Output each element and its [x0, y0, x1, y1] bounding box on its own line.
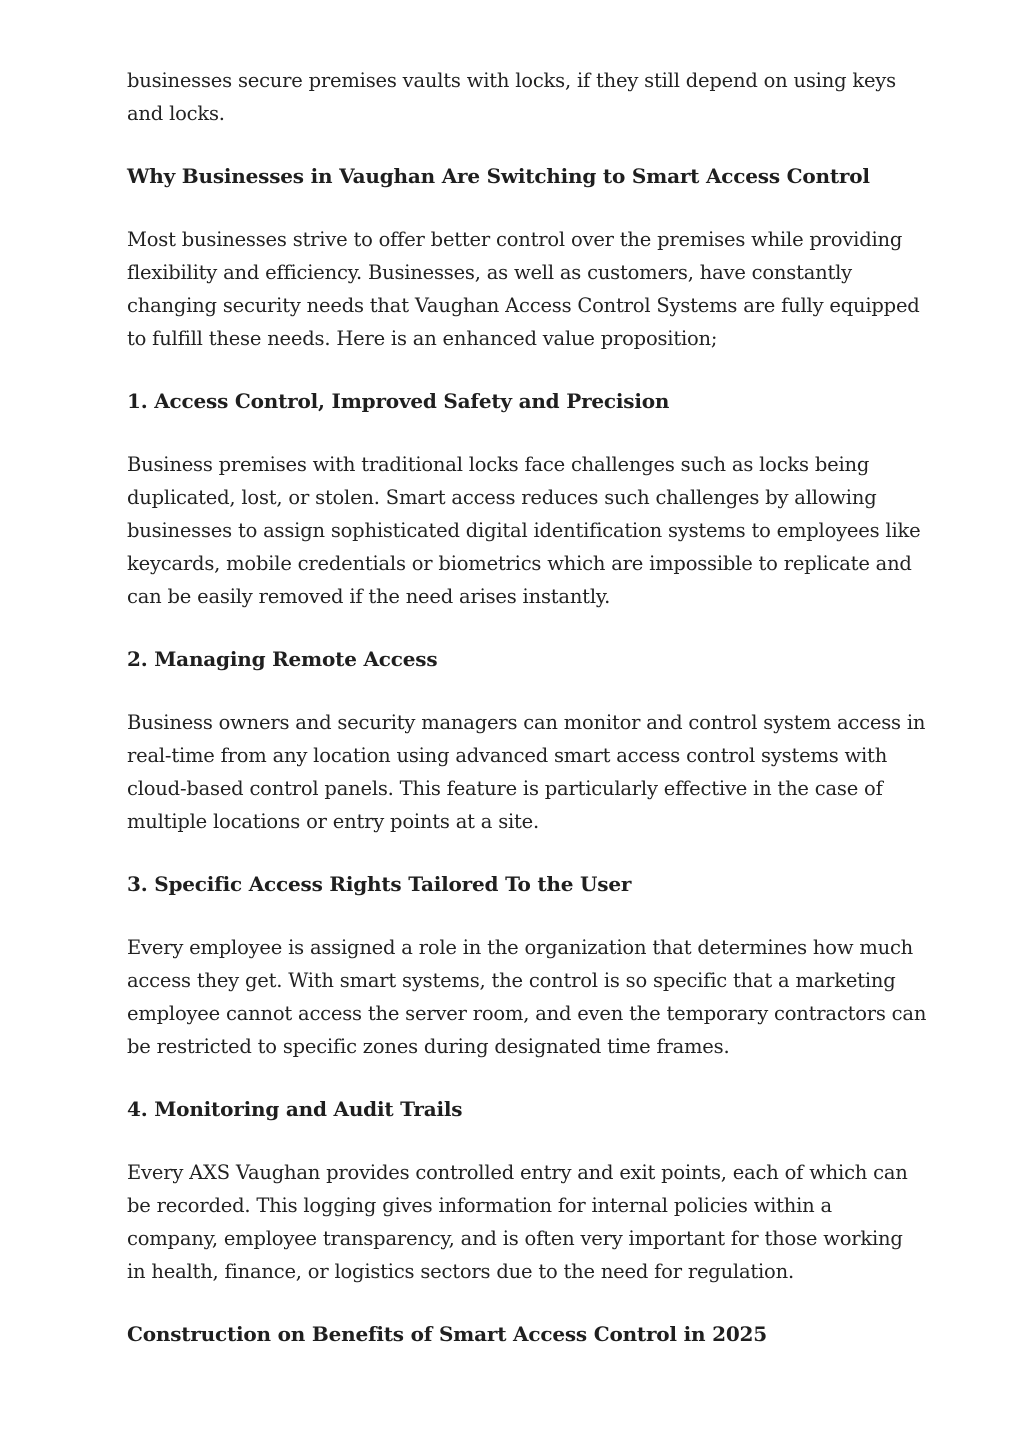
point-paragraph-4: Every AXS Vaughan provides controlled entry and exit points, each of which can be recorded. This logging gives information for internal policies within a company, employee transparency, and is often very important for those working in health, finance, or logistics sectors due to the need for regulation.	[127, 1161, 908, 1283]
section-paragraph-why: Most businesses strive to offer better control over the premises while providing flexibility and efficiency. Businesses, as well as customers, have constantly changing security needs that Vaughan Access Control Systems are fully equipped to fulfill these needs. Here is an enhanced value proposition;	[127, 228, 920, 350]
point-heading-4: 4. Monitoring and Audit Trails	[127, 1097, 463, 1121]
closing-heading: Construction on Benefits of Smart Access Control in 2025	[127, 1322, 767, 1346]
intro-paragraph: businesses secure premises vaults with locks, if they still depend on using keys and locks.	[127, 69, 896, 125]
point-heading-2: 2. Managing Remote Access	[127, 647, 438, 671]
section-heading-why: Why Businesses in Vaughan Are Switching to Smart Access Control	[127, 164, 870, 188]
point-heading-3: 3. Specific Access Rights Tailored To the User	[127, 872, 632, 896]
point-paragraph-1: Business premises with traditional locks face challenges such as locks being duplicated, lost, or stolen. Smart access reduces such challenges by allowing businesses to assign sophisticated digital identification systems to employees like keycards, mobile credentials or biometrics which are impossible to replicate and can be easily removed if the need arises instantly.	[127, 453, 921, 608]
article-page	[127, 64, 927, 1381]
point-paragraph-3: Every employee is assigned a role in the organization that determines how much access they get. With smart systems, the control is so specific that a marketing employee cannot access the server room, and even the temporary contractors can be restricted to specific zones during designated time frames.	[127, 936, 927, 1058]
point-heading-1: 1. Access Control, Improved Safety and Precision	[127, 389, 670, 413]
point-paragraph-2: Business owners and security managers can monitor and control system access in real-time from any location using advanced smart access control systems with cloud-based control panels. This feature is particularly effective in the case of multiple locations or entry points at a site.	[127, 711, 926, 833]
